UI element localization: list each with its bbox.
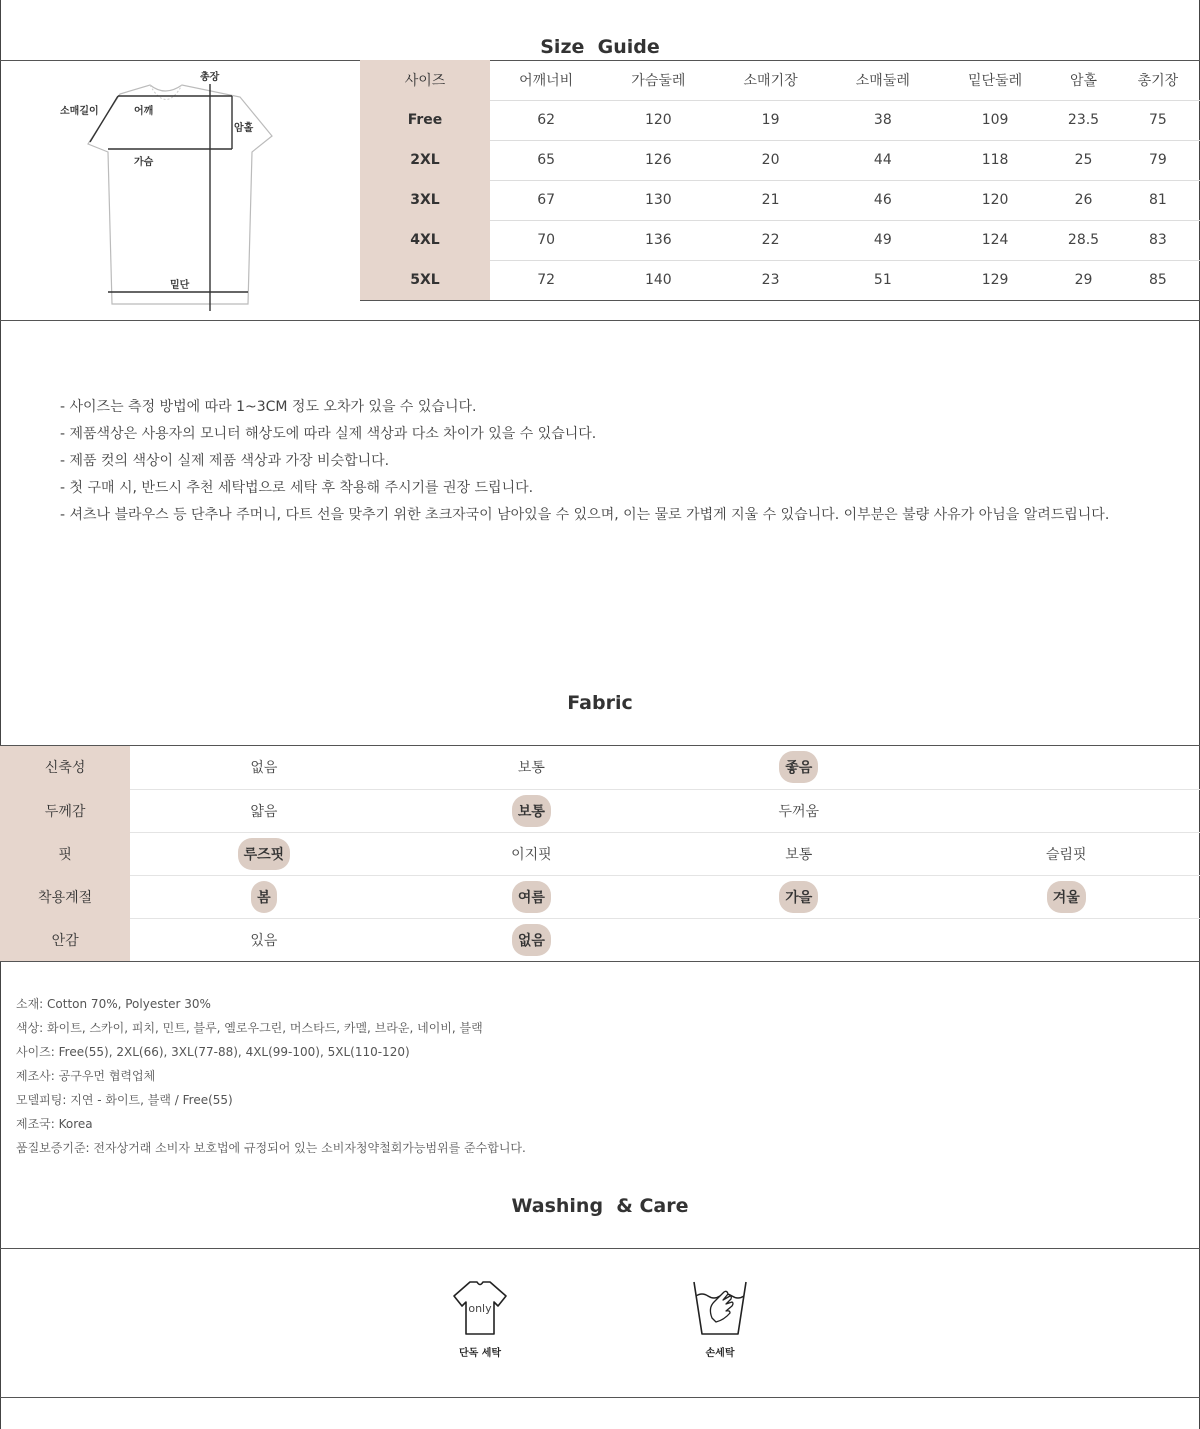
size-label: 5XL — [360, 260, 490, 300]
table-cell: 46 — [827, 180, 939, 220]
table-cell: 23.5 — [1051, 100, 1116, 140]
table-cell: 129 — [939, 260, 1051, 300]
fabric-option-selected: 좋음 — [779, 751, 818, 783]
diagram-label-shoulder: 어깨 — [134, 106, 154, 117]
table-cell: 20 — [714, 140, 826, 180]
table-cell: 29 — [1051, 260, 1116, 300]
table-row — [360, 220, 1200, 260]
header-cell: 밑단둘레 — [939, 60, 1051, 100]
fabric-option-cell — [933, 789, 1200, 832]
info-line: 모델피팅: 지연 - 화이트, 블랙 / Free(55) — [16, 1093, 233, 1107]
table-cell: 140 — [602, 260, 714, 300]
header-cell: 총기장 — [1116, 60, 1200, 100]
table-cell: 79 — [1116, 140, 1200, 180]
table-cell: 136 — [602, 220, 714, 260]
table-cell: 26 — [1051, 180, 1116, 220]
info-line: 제조사: 공구우먼 협력업체 — [16, 1069, 156, 1083]
table-cell: 25 — [1051, 140, 1116, 180]
fabric-option-cell — [130, 789, 397, 832]
fabric-option: 보통 — [517, 760, 545, 777]
fabric-option-cell — [398, 789, 665, 832]
fabric-row — [0, 875, 1200, 918]
size-table — [360, 60, 1200, 301]
info-line: 소재: Cotton 70%, Polyester 30% — [16, 997, 211, 1011]
tshirt-only-icon — [450, 1278, 510, 1338]
fabric-option-selected: 여름 — [512, 881, 551, 913]
note-line: - 제품색상은 사용자의 모니터 해상도에 따라 실제 색상과 다소 차이가 있을 수 있습니다. — [60, 426, 597, 442]
diagram-label-armhole: 암홀 — [234, 123, 254, 134]
table-cell: 85 — [1116, 260, 1200, 300]
size-label: 4XL — [360, 220, 490, 260]
only-text: only — [468, 1302, 492, 1315]
fabric-option-cell — [398, 875, 665, 918]
fabric-option-cell — [130, 875, 397, 918]
fabric-option-cell — [665, 875, 932, 918]
table-cell: 70 — [490, 220, 602, 260]
divider — [0, 1248, 1200, 1249]
table-cell: 124 — [939, 220, 1051, 260]
diagram-label-hem: 밑단 — [170, 280, 190, 291]
size-label: 2XL — [360, 140, 490, 180]
table-cell: 120 — [602, 100, 714, 140]
size-table-header — [360, 60, 1200, 100]
note-line: - 첫 구매 시, 반드시 추천 세탁법으로 세탁 후 착용해 주시기를 권장 드립니다. — [60, 480, 534, 496]
header-cell: 어깨너비 — [490, 60, 602, 100]
hand-wash-icon — [690, 1278, 750, 1338]
table-row — [360, 180, 1200, 220]
fabric-option-cell — [130, 918, 397, 961]
table-cell: 23 — [714, 260, 826, 300]
table-cell: 38 — [827, 100, 939, 140]
size-guide-title: Size Guide — [540, 36, 660, 58]
table-cell: 22 — [714, 220, 826, 260]
fabric-option-cell — [398, 746, 665, 789]
diagram-label-sleeve-length: 소매길이 — [60, 106, 99, 117]
notes — [60, 394, 1109, 529]
fabric-option-cell — [398, 918, 665, 961]
info-line: 색상: 화이트, 스카이, 피치, 민트, 블루, 옐로우그린, 머스타드, 카멜, 브라운, 네이비, 블랙 — [16, 1021, 483, 1035]
note-line: - 셔츠나 블라우스 등 단추나 주머니, 다트 선을 맞추기 위한 초크자국이 남아있을 수 있으며, 이는 물로 가볍게 지울 수 있습니다. 이부분은 불량 사유가 아님을 알려드립니다. — [60, 507, 1110, 523]
table-cell: 21 — [714, 180, 826, 220]
fabric-option: 슬림핏 — [1045, 846, 1087, 863]
table-cell: 28.5 — [1051, 220, 1116, 260]
fabric-row — [0, 746, 1200, 789]
fabric-option-selected: 루즈핏 — [238, 838, 291, 870]
fabric-option-selected: 겨울 — [1047, 881, 1086, 913]
fabric-option-selected: 없음 — [512, 924, 551, 956]
table-cell: 118 — [939, 140, 1051, 180]
fabric-option: 이지핏 — [511, 846, 552, 863]
fabric-row — [0, 918, 1200, 961]
header-cell: 사이즈 — [360, 60, 490, 100]
table-cell: 67 — [490, 180, 602, 220]
fabric-row-label: 안감 — [0, 918, 130, 961]
table-row — [360, 140, 1200, 180]
fabric-option-cell — [130, 746, 397, 789]
fabric-table — [0, 746, 1200, 962]
note-line: - 제품 컷의 색상이 실제 제품 색상과 가장 비슷합니다. — [60, 453, 390, 469]
table-row — [360, 260, 1200, 300]
table-cell: 130 — [602, 180, 714, 220]
fabric-row-label: 착용계절 — [0, 875, 130, 918]
fabric-row-label: 두께감 — [0, 789, 130, 832]
table-cell: 65 — [490, 140, 602, 180]
header-cell: 소매둘레 — [827, 60, 939, 100]
table-cell: 51 — [827, 260, 939, 300]
table-cell: 19 — [714, 100, 826, 140]
care-item — [670, 1278, 770, 1359]
table-cell: 44 — [827, 140, 939, 180]
table-row — [360, 100, 1200, 140]
fabric-option: 보통 — [785, 846, 813, 863]
info-line: 제조국: Korea — [16, 1117, 93, 1131]
header-cell: 가슴둘레 — [602, 60, 714, 100]
table-cell: 49 — [827, 220, 939, 260]
table-cell: 83 — [1116, 220, 1200, 260]
fabric-row-label: 신축성 — [0, 746, 130, 789]
fabric-option: 두꺼움 — [778, 803, 820, 820]
fabric-option-cell — [933, 746, 1200, 789]
washing-title: Washing & Care — [511, 1195, 689, 1217]
info-line: 품질보증기준: 전자상거래 소비자 보호법에 규정되어 있는 소비자청약철회가능범위를 준수합니다. — [16, 1141, 526, 1155]
fabric-option-cell — [130, 832, 397, 875]
info-line: 사이즈: Free(55), 2XL(66), 3XL(77-88), 4XL(99-100), 5XL(110-120) — [16, 1045, 410, 1059]
table-cell: 109 — [939, 100, 1051, 140]
fabric-row-label: 핏 — [0, 832, 130, 875]
care-caption: 손세탁 — [705, 1348, 735, 1359]
fabric-option: 얇음 — [250, 803, 278, 820]
fabric-option-cell — [665, 746, 932, 789]
fabric-option-cell — [665, 918, 932, 961]
fabric-option-cell — [665, 789, 932, 832]
fabric-option-cell — [665, 832, 932, 875]
fabric-option: 없음 — [250, 760, 278, 777]
note-line: - 사이즈는 측정 방법에 따라 1~3CM 정도 오차가 있을 수 있습니다. — [60, 399, 477, 415]
care-item — [430, 1278, 530, 1359]
table-cell: 75 — [1116, 100, 1200, 140]
fabric-title: Fabric — [567, 692, 633, 714]
garment-diagram — [50, 64, 290, 316]
fabric-option-cell — [933, 875, 1200, 918]
header-cell: 소매기장 — [714, 60, 826, 100]
size-label: 3XL — [360, 180, 490, 220]
product-info — [16, 992, 526, 1160]
fabric-row — [0, 789, 1200, 832]
table-cell: 126 — [602, 140, 714, 180]
divider — [0, 320, 1200, 321]
table-cell: 62 — [490, 100, 602, 140]
divider — [0, 1397, 1200, 1398]
table-cell: 81 — [1116, 180, 1200, 220]
table-cell: 120 — [939, 180, 1051, 220]
fabric-option-cell — [933, 918, 1200, 961]
fabric-option-selected: 보통 — [512, 795, 551, 827]
size-label: Free — [360, 100, 490, 140]
diagram-label-length: 총장 — [200, 72, 220, 83]
fabric-option-selected: 가을 — [779, 881, 818, 913]
header-cell: 암홀 — [1051, 60, 1116, 100]
fabric-option-cell — [933, 832, 1200, 875]
fabric-option-selected: 봄 — [251, 881, 277, 913]
fabric-option: 있음 — [250, 932, 278, 949]
fabric-row — [0, 832, 1200, 875]
fabric-option-cell — [398, 832, 665, 875]
care-caption: 단독 세탁 — [458, 1348, 502, 1359]
diagram-label-chest: 가슴 — [134, 157, 154, 168]
table-cell: 72 — [490, 260, 602, 300]
